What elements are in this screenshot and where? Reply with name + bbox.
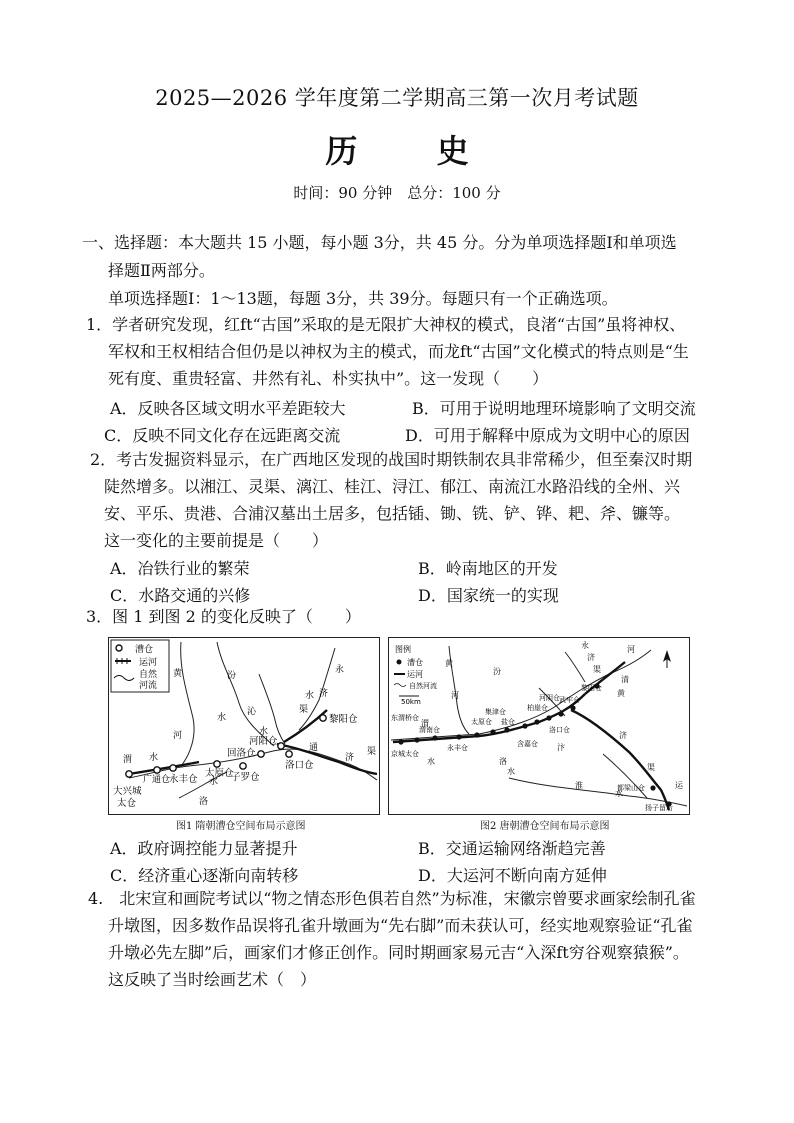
fig1-label-river: 水 [217,713,227,723]
fig2-label-granary: 渭南仓 [419,726,440,734]
figure-2-caption: 图2 唐朝漕仓空间布局示意图 [480,821,610,832]
fig1-label-river: 水 [149,753,159,763]
figure-2-map [389,638,689,814]
fig2-legend-title: 图例 [395,645,411,654]
fig2-label-granary: 盐仓 [501,718,515,726]
fig2-granary-taiyuan [474,732,479,737]
fig2-yongji-river [565,652,585,682]
fig1-label-city: 大兴城 [113,786,142,797]
fig2-label-granary: 东渭桥仓 [391,714,419,722]
q1-stem-line2: 军权和王权相结合但仍是以神权为主的模式，而龙ft“古国”文化模式的特点则是“生 [108,342,689,361]
fig2-label-granary: 武牢仓 [559,696,580,704]
q4-stem-line1: 4. 北宋宣和画院考试以“物之情态形色俱若自然”为标准，宋徽宗曾要求画家绘制孔雀 [88,889,696,908]
q3-option-c[interactable]: C．经济重心逐渐向南转移 [110,866,299,885]
fig2-label-river: 济 [619,731,627,740]
fig2-legend-granary: 漕仓 [407,658,423,667]
q1-option-a[interactable]: A．反映各区域文明水平差距较大 [110,399,346,418]
fig1-label-river: 黄 [173,669,183,679]
fig1-label-granary: 广通仓 [143,775,171,785]
fig1-granary-huiluo [258,751,264,757]
fig2-label-river: 汴 [557,743,565,752]
fig2-label-river: 渭 [421,719,429,728]
fig1-label-river: 渠 [299,705,309,715]
fig2-label-river: 河 [627,645,635,654]
fig1-label-river: 济 [345,753,355,763]
fig2-label-granary: 扬子留后 [645,804,673,812]
fig2-label-granary: 柏崖仓 [527,704,548,712]
fig2-label-granary: 洛口仓 [549,726,570,734]
fig1-label-granary: 子罗仓 [231,772,260,783]
fig2-label-river: 水 [427,757,435,766]
fig2-granary-jingcheng [398,739,403,744]
fig2-legend-river: 自然河流 [409,682,437,690]
section-heading-cont: 择题Ⅱ两部分。 [108,261,215,280]
fig1-granary-ziluo [240,763,246,769]
fig1-granary-yongfeng [170,765,176,771]
q3-stem: 3．图 1 到图 2 的变化反映了（ ） [86,607,361,626]
fig1-label-river: 永 [335,665,345,675]
fig1-label-granary: 黎阳仓 [329,714,358,725]
figure-2-tang-granary-map [388,637,690,815]
section-subheading: 单项选择题Ⅰ：1～13题，每题 3分，共 39分。每题只有一个正确选项。 [108,289,618,308]
exam-title: 2025—2026 学年度第二学期高三第一次月考试题 [155,86,639,110]
q1-option-b[interactable]: B．可用于说明地理环境影响了文明交流 [412,399,696,418]
fig2-label-river: 水 [507,767,515,776]
fig2-label-granary: 都梁山仓 [617,784,645,792]
fig1-granary-taicang [126,771,132,777]
figure-1-caption: 图1 隋朝漕仓空间布局示意图 [176,821,306,832]
fig1-legend-canal: 运河 [139,658,158,668]
q2-stem-line4: 这一变化的主要前提是（ ） [104,531,329,550]
fig2-label-river: 河 [451,691,459,700]
q3-option-b[interactable]: B．交通运输网络渐趋完善 [418,839,606,858]
fig1-label-river: 渠 [367,747,377,757]
fig2-legend-canal: 运河 [407,670,423,679]
fig1-granary-luokou [286,751,292,757]
fig1-legend-granary: 漕仓 [135,645,154,655]
fig1-label-river: 水 [209,777,219,787]
fig1-label-river: 河 [173,731,183,741]
fig2-granary-baiya [534,719,539,724]
fig2-label-granary: 河阴仓 [539,694,560,702]
fig2-label-river: 洛 [499,757,507,766]
fig2-label-granary: 集津仓 [485,708,506,716]
fig1-label-granary: 太仓 [117,798,137,809]
fig1-label-river: 渭 [123,755,133,765]
q1-option-c[interactable]: C．反映不同文化存在远距离交流 [104,426,341,445]
q1-stem-line3: 死有度、重贵轻富、井然有礼、朴实执中”。这一发现（ ） [108,369,549,388]
q3-option-a[interactable]: A．政府调控能力显著提升 [110,839,298,858]
q2-stem-line2: 陡然增多。以湘江、灵渠、漓江、桂江、浔江、郁江、南流江水路沿线的全州、兴 [104,477,681,496]
fig2-label-river: 汾 [493,667,501,676]
fig2-label-river: 清 [621,675,629,684]
fig2-granary-weinan [432,735,437,740]
fig1-label-river: 汾 [227,671,237,681]
fig2-granary-dongweiqiao [414,737,419,742]
q1-option-d[interactable]: D．可用于解释中原成为文明中心的原因 [405,426,690,445]
fig2-label-granary: 含嘉仓 [517,740,538,748]
fig1-yellow-river-upper [181,642,194,766]
fig2-granary-wulao [570,705,575,710]
fig1-legend-river: 河流 [139,681,158,691]
q1-stem-line1: 1．学者研究发现，红ft“古国”采取的是无限扩大神权的模式，良渚“古国”虽将神权、 [86,315,686,334]
section-heading: 一、选择题：本大题共 15 小题，每小题 3分，共 45 分。分为单项选择题Ⅰ和单项选 [82,233,677,252]
fig2-label-river: 永 [581,641,589,650]
fig2-label-granary: 永丰仓 [447,744,468,752]
fig1-label-granary: 回洛仓 [227,748,256,759]
fig2-granary-jijin [490,729,495,734]
fig1-granary-taiyuan [214,761,220,767]
fig1-guangtong-canal [129,762,199,774]
fig1-label-granary: 洛口仓 [285,760,314,771]
q4-stem-line3: 升墩必先左脚”后，画家们才修正创作。同时期画家易元吉“入深ft穷谷观察猿猴”。 [108,943,689,962]
granary-legend-icon [397,660,402,665]
fig2-huai-river [509,778,687,806]
fig2-granary-yan [504,727,509,732]
fig2-label-river: 淮 [575,781,583,790]
fig2-granary-yongfeng [456,734,461,739]
fig2-label-river: 水 [615,789,623,798]
q4-stem-line2: 升墩图，因多数作品误将孔雀升墩画为“先右脚”而未获认可，经实地观察验证“孔雀 [108,916,693,935]
fig2-label-river: 黄 [445,659,453,668]
river-legend-icon [394,684,406,687]
fig2-label-river: 黄 [617,689,625,698]
fig1-label-river: 洛 [199,797,209,807]
fig2-label-river: 济 [587,653,595,662]
q2-option-d[interactable]: D．国家统一的实现 [418,586,559,605]
q2-option-c[interactable]: C．水路交通的兴修 [110,586,251,605]
q2-stem-line1: 2．考古发掘资料显示，在广西地区发现的战国时期铁制农具非常稀少，但至秦汉时期 [90,450,693,469]
figure-1-map [109,638,379,814]
fig1-label-river: 沁 [247,707,257,717]
fig1-label-granary: 永丰仓 [169,774,198,785]
fig1-granary-guangtong [154,767,160,773]
fig1-legend-natural: 自然 [139,670,158,680]
q2-stem-line3: 安、平乐、贵港、合浦汉墓出土居多，包括锸、锄、铣、铲、铧、耙、斧、镰等。 [104,504,681,523]
q4-stem-line4: 这反映了当时绘画艺术（ ） [108,970,317,989]
fig2-granary-heyin [546,715,551,720]
fig2-label-river: 运 [675,781,683,790]
fig2-legend-scale: 50km [401,698,421,706]
fig2-granary-hanjia [522,723,527,728]
granary-legend-icon [116,645,122,651]
fig2-granary-duliangshan [650,785,655,790]
fig1-label-river: 济 [319,689,329,699]
fig2-label-river: 渠 [647,763,655,772]
fig2-label-granary: 京城太仓 [391,750,419,758]
fig1-granary-heyang [278,743,284,749]
fig1-label-river: 水 [259,727,269,737]
fig2-granary-luokou [558,711,563,716]
fig2-label-granary: 太原仓 [471,718,492,726]
fig2-label-granary: 黎阳仓 [581,684,602,692]
exam-meta: 时间：90 分钟 总分：100 分 [293,184,501,202]
figure-1-sui-granary-map [108,637,380,815]
fig2-label-river: 渠 [593,665,601,674]
subject-title: 历 史 [325,132,503,170]
q2-option-b[interactable]: B．岭南地区的开发 [418,559,558,578]
fig1-granary-liyang [320,715,326,721]
fig1-label-river: 水 [305,691,315,701]
fig1-label-river: 通 [309,743,319,753]
fig1-label-granary: 河阳仓 [249,736,278,747]
q2-option-a[interactable]: A．冶铁行业的繁荣 [110,559,250,578]
q3-option-d[interactable]: D．大运河不断向南方延伸 [418,866,607,885]
fig1-label-granary: 太原仓 [205,768,234,779]
